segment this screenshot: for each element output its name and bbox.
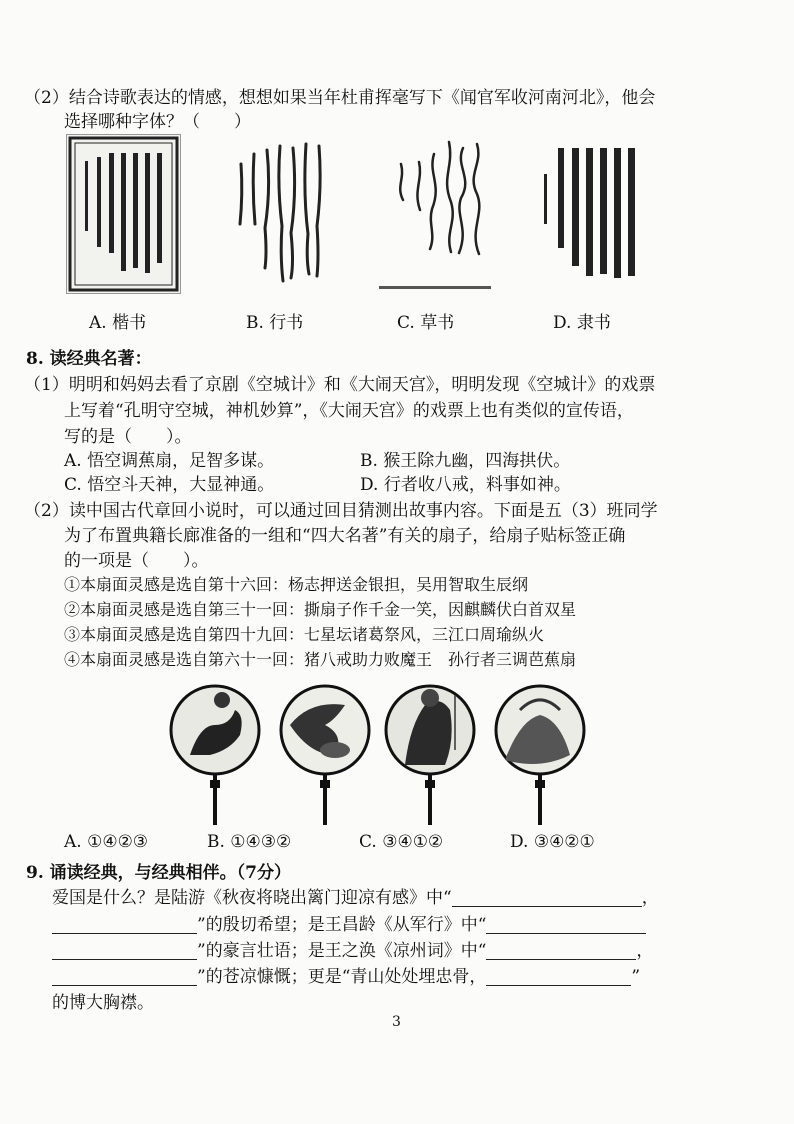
calligraphy-option-c[interactable]: C. 草书 [397, 313, 455, 333]
q8-part2-line1: （2）读中国古代章回小说时，可以通过回目猜测出故事内容。下面是五（3）班同学 [24, 501, 658, 521]
q9-line1-text: 爱国是什么？是陆游《秋夜将晓出篱门迎凉有感》中“ [52, 888, 452, 908]
calligraphy-lishu-image [534, 134, 646, 294]
q8-part2-option-b[interactable]: B. ①④③② [207, 832, 292, 852]
q9-line4-text: ”的苍凉慷慨；更是“青山处处埋忠骨， [197, 967, 487, 987]
answer-blank-7[interactable] [486, 967, 631, 986]
fans-illustration [160, 670, 600, 830]
fan-rider [171, 686, 259, 825]
q8-part2-line2: 为了布置典籍长廊准备的一组和“四大名著”有关的扇子，给扇子贴标签正确 [64, 526, 626, 546]
q8-part2-option-c[interactable]: C. ③④①② [359, 832, 444, 852]
fan-label-3: ③本扇面灵感是选自第四十九回：七星坛诸葛祭风，三江口周瑜纵火 [64, 625, 545, 644]
answer-blank-1[interactable] [452, 888, 642, 907]
q8-part2-line3: 的一项是（ ）。 [64, 551, 209, 571]
fan-fish [281, 686, 369, 825]
q9-line4 [52, 962, 640, 987]
q8-part1-line3: 写的是（ ）。 [64, 427, 192, 447]
q7-part2-line2: 选择哪种字体？（ ） [64, 112, 251, 132]
q8-part1-line2: 上写着“孔明守空城，神机妙算”，《大闹天宫》的戏票上也有类似的宣传语， [64, 401, 634, 421]
q8-part1-option-a[interactable]: A. 悟空调蕉扇，足智多谋。 [64, 451, 275, 471]
calligraphy-kaishu-image [66, 134, 181, 294]
q7-part2-line1: （2）结合诗歌表达的情感，想想如果当年杜甫挥毫写下《闻官军收河南河北》，他会 [24, 88, 656, 108]
calligraphy-option-d[interactable]: D. 隶书 [553, 313, 611, 333]
fan-landscape [496, 686, 584, 825]
answer-blank-5[interactable] [486, 941, 636, 960]
q8-part1-option-c[interactable]: C. 悟空斗天神，大显神通。 [64, 475, 275, 495]
q8-part2-option-d[interactable]: D. ③④②① [510, 832, 595, 852]
q8-part1-option-b[interactable]: B. 猴王除九幽，四海拱伏。 [360, 451, 571, 471]
q9-line3 [52, 936, 653, 961]
calligraphy-option-a[interactable]: A. 楷书 [89, 313, 147, 333]
q8-title: 8. 读经典名著： [26, 349, 152, 369]
fan-label-1: ①本扇面灵感是选自第十六回：杨志押送金银担，吴用智取生辰纲 [64, 575, 529, 594]
calligraphy-xingshu-image [224, 134, 334, 294]
q9-title: 9. 诵读经典，与经典相伴。（7分） [26, 863, 291, 883]
answer-blank-3[interactable] [486, 915, 646, 934]
q9-line5: 的博大胸襟。 [52, 993, 154, 1013]
fan-label-2: ②本扇面灵感是选自第三十一回：撕扇子作千金一笑，因麒麟伏白首双星 [64, 600, 577, 619]
q9-line4-quote: ” [631, 967, 641, 987]
q9-line3-comma: ， [636, 941, 654, 961]
q9-line2 [52, 910, 646, 935]
q8-part1-option-d[interactable]: D. 行者收八戒，料事如神。 [360, 475, 571, 495]
fan-label-4: ④本扇面灵感是选自第六十一回：猪八戒助力败魔王 孙行者三调芭蕉扇 [64, 650, 577, 669]
q9-line2-text: ”的殷切希望；是王昌龄《从军行》中“ [197, 915, 487, 935]
answer-blank-4[interactable] [52, 941, 197, 960]
answer-blank-6[interactable] [52, 967, 197, 986]
q8-part2-option-a[interactable]: A. ①④②③ [64, 832, 149, 852]
q9-line1-comma: ， [641, 888, 659, 908]
calligraphy-caoshu-image [379, 134, 491, 294]
q9-line1 [52, 883, 659, 908]
answer-blank-2[interactable] [52, 915, 197, 934]
q9-line3-text: ”的豪言壮语；是王之涣《凉州词》中“ [197, 941, 487, 961]
fan-figure [386, 686, 474, 825]
calligraphy-option-b[interactable]: B. 行书 [246, 313, 304, 333]
q8-part1-line1: （1）明明和妈妈去看了京剧《空城计》和《大闹天宫》，明明发现《空城计》的戏票 [24, 375, 656, 395]
page-number: 3 [392, 1014, 401, 1030]
